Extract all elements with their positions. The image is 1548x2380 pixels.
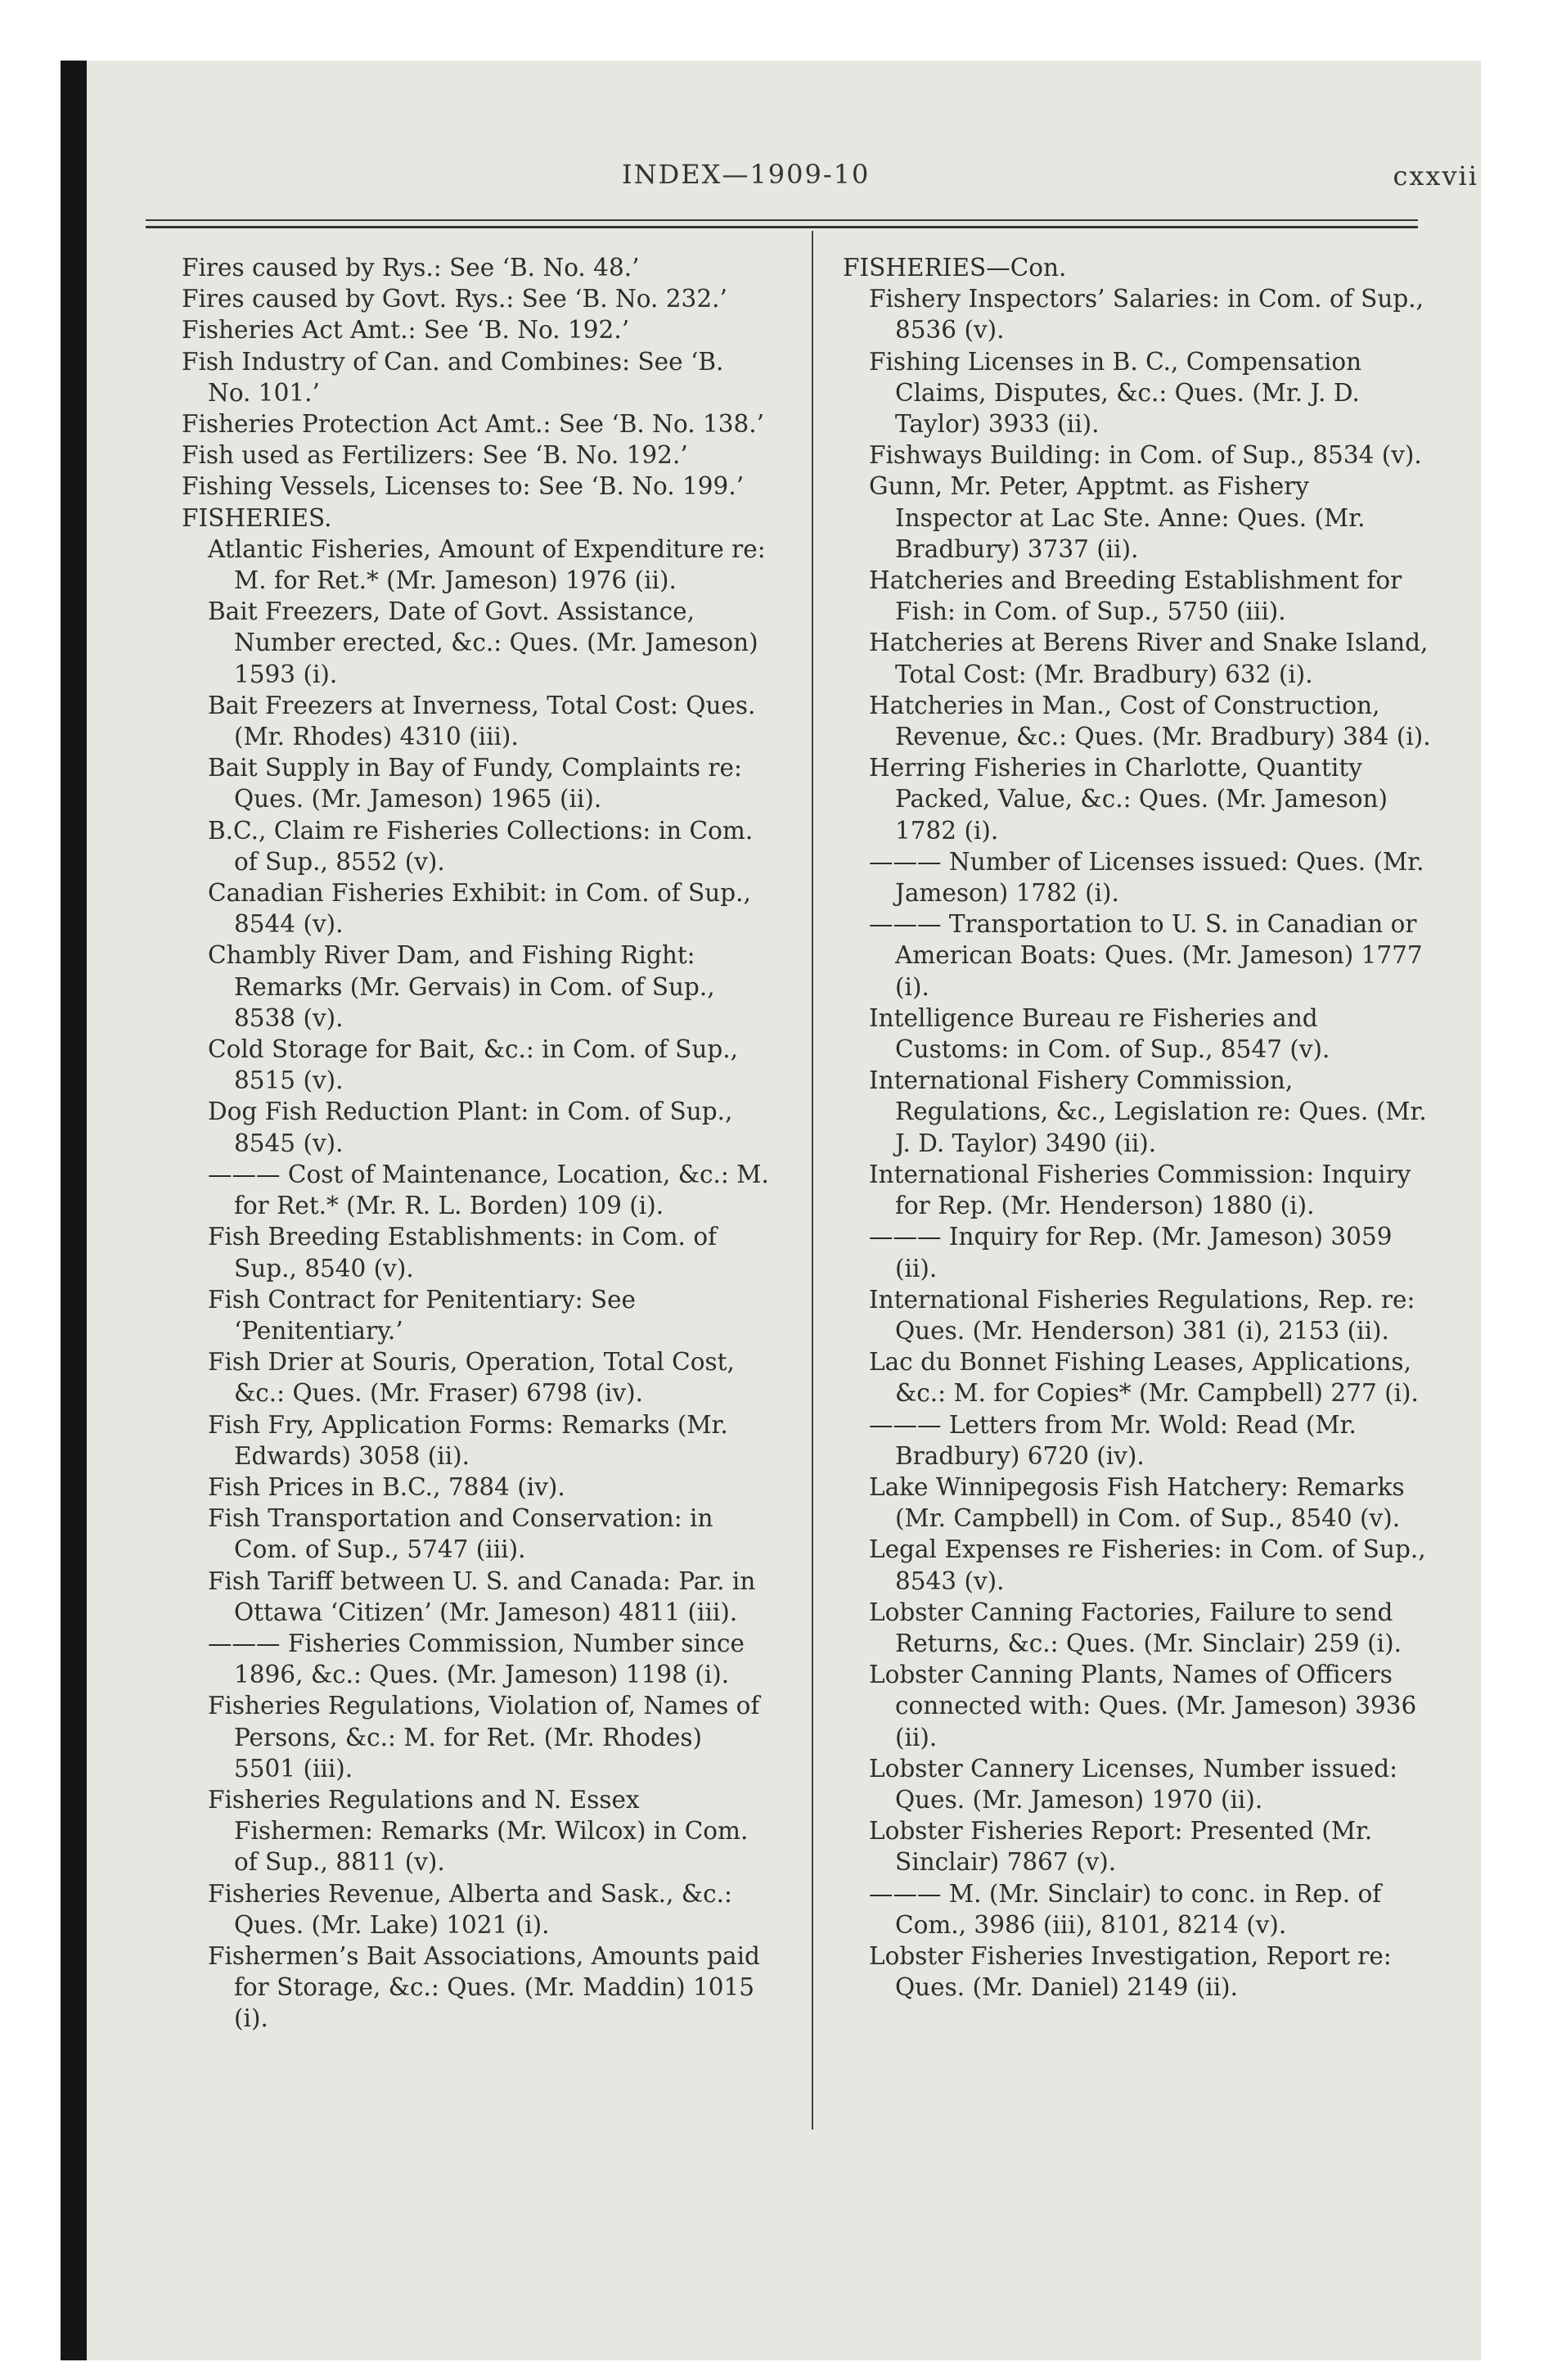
index-entry: Fishermen’s Bait Associations, Amounts paid for Storage, &c.: Ques. (Mr. Maddin) 1015 (i). [208,1941,760,2033]
index-entry: Herring Fisheries in Charlotte, Quantity Packed, Value, &c.: Ques. (Mr. Jameson) 1782 (i). [869,754,1388,845]
index-entry: International Fisheries Regulations, Rep. re: Ques. (Mr. Henderson) 381 (i), 2153 (ii). [869,1285,1415,1345]
index-entry: Lobster Fisheries Investigation, Report re: Ques. (Mr. Daniel) 2149 (ii). [869,1941,1392,2002]
book-spine-shadow [61,61,87,2360]
index-entry: Dog Fish Reduction Plant: in Com. of Sup., 8545 (v). [208,1098,733,1157]
index-entry: Fisheries Act Amt.: See ‘B. No. 192.’ [182,316,630,345]
index-entry: Lobster Fisheries Report: Presented (Mr. Sinclair) 7867 (v). [869,1817,1373,1877]
index-entry: Fires caused by Govt. Rys.: See ‘B. No. 232.’ [182,285,727,313]
index-entry: ——— Inquiry for Rep. (Mr. Jameson) 3059 (ii). [869,1223,1393,1282]
index-entry: Bait Freezers, Date of Govt. Assistance, Number erected, &c.: Ques. (Mr. Jameson) 1593 (i). [208,597,758,688]
index-entry: Lobster Cannery Licenses, Number issued: Ques. (Mr. Jameson) 1970 (ii). [869,1754,1398,1814]
index-entry: International Fishery Commission, Regulations, &c., Legislation re: Ques. (Mr. J. D. Taylor) 3490 (ii). [869,1066,1427,1157]
index-entry: B.C., Claim re Fisheries Collections: in Com. of Sup., 8552 (v). [208,816,754,876]
index-entry: ——— Fisheries Commission, Number since 1896, &c.: Ques. (Mr. Jameson) 1198 (i). [208,1629,745,1689]
column-divider [812,231,813,2130]
index-entry: Fisheries Protection Act Amt.: See ‘B. No. 138.’ [182,410,765,439]
index-entry: Gunn, Mr. Peter, Apptmt. as Fishery Inspector at Lac Ste. Anne: Ques. (Mr. Bradbury) 3737 (ii). [869,472,1366,563]
index-entry: Fish Fry, Application Forms: Remarks (Mr. Edwards) 3058 (ii). [208,1410,728,1470]
index-entry: Fishways Building: in Com. of Sup., 8534 (v). [869,441,1422,470]
index-entry: Legal Expenses re Fisheries: in Com. of Sup., 8543 (v). [869,1535,1426,1595]
index-entry: ——— Cost of Maintenance, Location, &c.: M. for Ret.* (Mr. R. L. Borden) 109 (i). [208,1160,769,1220]
index-entry: Fishing Licenses in B. C., Compensation Claims, Disputes, &c.: Ques. (Mr. J. D. Taylor) 3933 (ii). [869,347,1362,439]
index-entry: Fish Breeding Establishments: in Com. of Sup., 8540 (v). [208,1223,717,1282]
index-entry: Hatcheries in Man., Cost of Construction, Revenue, &c.: Ques. (Mr. Bradbury) 384 (i). [869,691,1431,751]
index-entry: Fish Industry of Can. and Combines: See ‘B. No. 101.’ [182,347,724,407]
index-entry: Cold Storage for Bait, &c.: in Com. of Sup., 8515 (v). [208,1035,738,1095]
index-entry: Fish used as Fertilizers: See ‘B. No. 192.’ [182,441,688,470]
index-entry: Chambly River Dam, and Fishing Right: Remarks (Mr. Gervais) in Com. of Sup., 8538 (v). [208,941,715,1032]
index-column-right [843,252,1432,2003]
index-column-left [182,252,771,2035]
index-entry: Bait Supply in Bay of Fundy, Complaints re: Ques. (Mr. Jameson) 1965 (ii). [208,754,742,814]
index-entry: Bait Freezers at Inverness, Total Cost: Ques. (Mr. Rhodes) 4310 (iii). [208,691,756,751]
header-rule-thick [146,226,1418,228]
index-entry: Lobster Canning Plants, Names of Officers connected with: Ques. (Mr. Jameson) 3936 (ii). [869,1661,1417,1751]
index-entry: ——— M. (Mr. Sinclair) to conc. in Rep. of Com., 3986 (iii), 8101, 8214 (v). [869,1879,1382,1939]
index-entry: Lobster Canning Factories, Failure to send Returns, &c.: Ques. (Mr. Sinclair) 259 (i). [869,1598,1402,1657]
index-entry: Hatcheries at Berens River and Snake Island, Total Cost: (Mr. Bradbury) 632 (i). [869,629,1429,688]
index-entry: Fishing Vessels, Licenses to: See ‘B. No. 199.’ [182,472,745,501]
index-entry: Fish Contract for Penitentiary: See ‘Penitentiary.’ [208,1285,637,1345]
index-entry: Lake Winnipegosis Fish Hatchery: Remarks (Mr. Campbell) in Com. of Sup., 8540 (v). [869,1472,1405,1533]
page-number: cxxvii [1393,160,1478,192]
index-entry: ——— Letters from Mr. Wold: Read (Mr. Bradbury) 6720 (iv). [869,1410,1357,1470]
index-entry: Lac du Bonnet Fishing Leases, Applications, &c.: M. for Copies* (Mr. Campbell) 277 (i). [869,1348,1419,1408]
index-entry: ——— Number of Licenses issued: Ques. (Mr. Jameson) 1782 (i). [869,847,1424,908]
index-entry: Fisheries Revenue, Alberta and Sask., &c.: Ques. (Mr. Lake) 1021 (i). [208,1879,732,1939]
index-entry: FISHERIES. [182,503,332,532]
index-entry: Fishery Inspectors’ Salaries: in Com. of Sup., 8536 (v). [869,285,1424,345]
header-rule-thin [146,219,1418,221]
index-entry: Fisheries Regulations and N. Essex Fishermen: Remarks (Mr. Wilcox) in Com. of Sup., 8811 (v). [208,1785,749,1877]
index-entry: International Fisheries Commission: Inquiry for Rep. (Mr. Henderson) 1880 (i). [869,1160,1411,1220]
index-entry: Fisheries Regulations, Violation of, Names of Persons, &c.: M. for Ret. (Mr. Rhodes) 5501 (iii). [208,1692,760,1783]
index-entry: Fish Transportation and Conservation: in Com. of Sup., 5747 (iii). [208,1504,713,1564]
page-title: INDEX—1909-10 [622,159,871,190]
index-entry: Fish Tariff between U. S. and Canada: Par. in Ottawa ‘Citizen’ (Mr. Jameson) 4811 (iii). [208,1566,756,1626]
index-entry: Canadian Fisheries Exhibit: in Com. of Sup., 8544 (v). [208,879,751,939]
index-entry: FISHERIES—Con. [843,254,1067,282]
index-entry: Fish Drier at Souris, Operation, Total Cost, &c.: Ques. (Mr. Fraser) 6798 (iv). [208,1348,735,1408]
index-entry: ——— Transportation to U. S. in Canadian or American Boats: Ques. (Mr. Jameson) 1777 (i). [869,910,1423,1001]
index-entry: Fish Prices in B.C., 7884 (iv). [208,1472,565,1501]
index-entry: Fires caused by Rys.: See ‘B. No. 48.’ [182,254,640,282]
index-entry: Atlantic Fisheries, Amount of Expenditure re: M. for Ret.* (Mr. Jameson) 1976 (ii). [208,534,766,595]
index-entry: Hatcheries and Breeding Establishment for Fish: in Com. of Sup., 5750 (iii). [869,566,1402,626]
index-entry: Intelligence Bureau re Fisheries and Customs: in Com. of Sup., 8547 (v). [869,1003,1330,1064]
